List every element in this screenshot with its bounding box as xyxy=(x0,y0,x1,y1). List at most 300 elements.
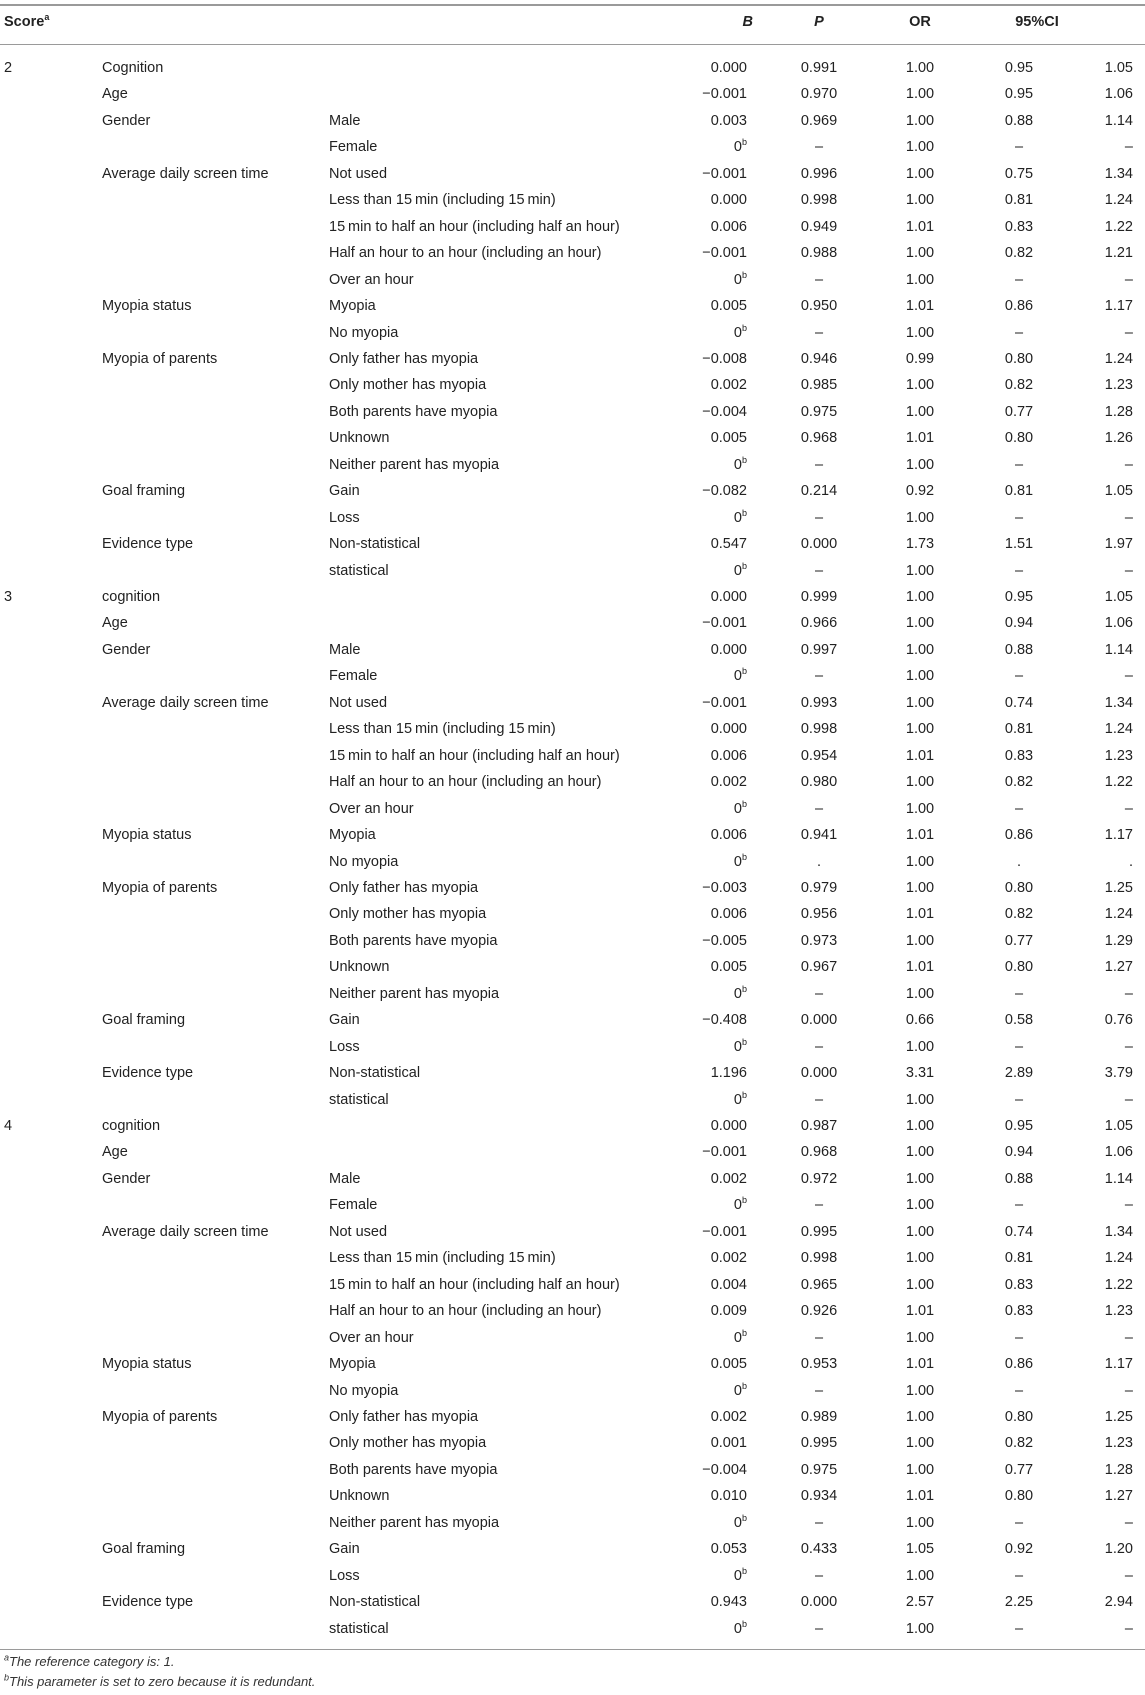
cell-category: Gain xyxy=(329,1012,360,1029)
cell-category: 15 min to half an hour (including half an hour) xyxy=(329,218,620,235)
cell-p-text: 0.991 xyxy=(800,60,838,76)
cell-ci-upper: 1.22 xyxy=(1104,774,1133,791)
cell-p-text: 0.998 xyxy=(800,1250,838,1267)
cell-or-text: 1.00 xyxy=(905,694,935,711)
cell-ci-upper: 1.05 xyxy=(1104,1118,1133,1134)
cell-category: Only mother has myopia xyxy=(329,906,487,923)
table-row xyxy=(0,1536,1145,1562)
cell-ci-lower-text: – xyxy=(1014,456,1024,473)
cell-ci-lower-text: 0.94 xyxy=(1004,615,1034,632)
cell-b: 0$^b$ xyxy=(733,1089,747,1108)
cell-category: Male xyxy=(329,641,361,658)
cell-ci-upper: 1.25 xyxy=(1104,1408,1133,1425)
cell-or-text: 1.73 xyxy=(905,536,935,553)
cell-p-text: 0.000 xyxy=(800,1065,838,1082)
cell-or-text: 1.00 xyxy=(905,641,935,658)
cell-category: Only father has myopia xyxy=(329,1408,479,1425)
cell-ci-upper: 1.24 xyxy=(1104,1250,1133,1267)
cell-b: 0.001 xyxy=(710,1435,747,1452)
table-row xyxy=(0,346,1145,372)
cell-or-text: 1.00 xyxy=(905,1567,935,1584)
cell-p-text: 0.433 xyxy=(800,1541,838,1558)
cell-p-text: 0.956 xyxy=(800,906,838,923)
cell-b: −0.001 xyxy=(702,165,747,182)
cell-category: Unknown xyxy=(329,959,390,976)
cell-ci-upper: – xyxy=(1124,800,1133,817)
cell-ci-lower-text: 1.51 xyxy=(1004,536,1034,553)
cell-ci-upper: 1.23 xyxy=(1104,377,1133,394)
cell-ci-lower-text: 0.94 xyxy=(1004,1144,1034,1161)
cell-p-text: 0.972 xyxy=(800,1170,838,1187)
cell-or-text: 1.01 xyxy=(905,298,935,315)
table-row xyxy=(0,1563,1145,1589)
footnote-b xyxy=(4,1674,315,1689)
cell-variable: Gender xyxy=(102,112,151,129)
table-row xyxy=(0,81,1145,107)
cell-ci-upper: 1.27 xyxy=(1104,1488,1133,1505)
cell-ci-lower-text: 0.95 xyxy=(1004,60,1034,76)
cell-variable: Evidence type xyxy=(102,536,194,553)
table-row xyxy=(0,584,1145,610)
cell-b: 0.006 xyxy=(710,906,747,923)
cell-b: −0.082 xyxy=(702,483,747,500)
cell-p-text: 0.999 xyxy=(800,589,838,605)
cell-or-text: 1.00 xyxy=(905,932,935,949)
cell-or-text: 1.00 xyxy=(905,456,935,473)
cell-category: Less than 15 min (including 15 min) xyxy=(329,1250,556,1267)
table-row xyxy=(0,954,1145,980)
cell-ci-lower-text: 0.81 xyxy=(1004,721,1034,738)
cell-ci-lower-text: – xyxy=(1014,1197,1024,1214)
cell-category: Half an hour to an hour (including an hour) xyxy=(329,245,602,262)
table-row xyxy=(0,1325,1145,1351)
cell-ci-upper: 1.24 xyxy=(1104,350,1133,367)
cell-variable: Cognition xyxy=(102,60,164,76)
cell-variable: cognition xyxy=(102,1118,161,1134)
table-row xyxy=(0,822,1145,848)
cell-b: 0$^b$ xyxy=(733,1327,747,1346)
cell-category: 15 min to half an hour (including half an hour) xyxy=(329,747,620,764)
cell-category: Both parents have myopia xyxy=(329,932,498,949)
cell-or-text: 1.01 xyxy=(905,218,935,235)
table-row xyxy=(0,240,1145,266)
cell-b: 0.002 xyxy=(710,774,747,791)
table-row xyxy=(0,478,1145,504)
cell-ci-lower-text: 0.80 xyxy=(1004,430,1034,447)
cell-category: Male xyxy=(329,112,361,129)
cell-category: Not used xyxy=(329,694,388,711)
table-row xyxy=(0,1166,1145,1192)
table-row xyxy=(0,399,1145,425)
cell-category: Neither parent has myopia xyxy=(329,456,500,473)
cell-b: 0.000 xyxy=(710,1118,747,1134)
cell-ci-upper: 1.14 xyxy=(1104,641,1133,658)
cell-or-text: 1.00 xyxy=(905,324,935,341)
cell-p-text: 0.950 xyxy=(800,298,838,315)
cell-ci-lower-text: 0.75 xyxy=(1004,165,1034,182)
cell-p-text: 0.934 xyxy=(800,1488,838,1505)
cell-variable: Age xyxy=(102,86,128,103)
cell-category: Male xyxy=(329,1170,361,1187)
footnote-a xyxy=(4,1654,175,1669)
cell-b: 1.196 xyxy=(710,1065,747,1082)
cell-ci-lower-text: 0.95 xyxy=(1004,1118,1034,1134)
table-row xyxy=(0,769,1145,795)
cell-b: −0.004 xyxy=(702,403,747,420)
table-row xyxy=(0,981,1145,1007)
cell-ci-upper: 1.05 xyxy=(1104,589,1133,605)
table-row xyxy=(0,1060,1145,1086)
cell-or-text: 1.00 xyxy=(905,60,935,76)
table-row xyxy=(0,1430,1145,1456)
cell-b: 0$^b$ xyxy=(733,322,747,341)
cell-or-text: 1.00 xyxy=(905,139,935,156)
cell-p-text: – xyxy=(814,562,824,579)
cell-category: statistical xyxy=(329,1620,389,1637)
cell-ci-upper: 1.97 xyxy=(1104,536,1133,553)
cell-p-text: – xyxy=(814,1197,824,1214)
cell-ci-upper: 1.22 xyxy=(1104,1276,1133,1293)
cell-ci-upper: – xyxy=(1124,1567,1133,1584)
cell-ci-upper: 1.29 xyxy=(1104,932,1133,949)
cell-b: 0$^b$ xyxy=(733,269,747,288)
table-row xyxy=(0,108,1145,134)
cell-category: Over an hour xyxy=(329,1329,414,1346)
cell-variable: Average daily screen time xyxy=(102,694,269,711)
cell-ci-lower-text: 0.83 xyxy=(1004,747,1034,764)
table-row xyxy=(0,187,1145,213)
cell-p-text: 0.995 xyxy=(800,1435,838,1452)
cell-category: Non-statistical xyxy=(329,1594,421,1611)
cell-variable: Goal framing xyxy=(102,483,186,500)
cell-b: 0$^b$ xyxy=(733,666,747,685)
cell-ci-upper: 1.17 xyxy=(1104,827,1133,844)
cell-variable: Myopia of parents xyxy=(102,879,218,896)
cell-ci-upper: – xyxy=(1124,509,1133,526)
cell-or-text: 1.00 xyxy=(905,1144,935,1161)
cell-or-text: 1.00 xyxy=(905,615,935,632)
cell-or-text: 1.00 xyxy=(905,1329,935,1346)
cell-or-text: 1.00 xyxy=(905,589,935,605)
cell-ci-upper: – xyxy=(1124,1091,1133,1108)
cell-ci-lower-text: – xyxy=(1014,324,1024,341)
footnote-a-text: The reference category is: 1. xyxy=(9,1654,175,1669)
cell-ci-lower-text: – xyxy=(1014,985,1024,1002)
cell-p-text: – xyxy=(814,139,824,156)
cell-p-text: – xyxy=(814,1514,824,1531)
cell-p-text: – xyxy=(814,1038,824,1055)
cell-p-text: 0.997 xyxy=(800,641,838,658)
cell-category: Non-statistical xyxy=(329,1065,421,1082)
cell-ci-lower-text: 0.82 xyxy=(1004,1435,1034,1452)
cell-b: 0$^b$ xyxy=(733,560,747,579)
cell-b: 0.005 xyxy=(710,298,747,315)
cell-ci-upper: 2.94 xyxy=(1104,1594,1133,1611)
cell-p-text: – xyxy=(814,456,824,473)
cell-ci-lower-text: – xyxy=(1014,1567,1024,1584)
cell-ci-lower-text: 0.80 xyxy=(1004,1408,1034,1425)
cell-ci-lower-text: 0.80 xyxy=(1004,959,1034,976)
table-row xyxy=(0,1007,1145,1033)
table-row xyxy=(0,1483,1145,1509)
cell-p-text: 0.926 xyxy=(800,1303,838,1320)
cell-or-text: 1.00 xyxy=(905,1408,935,1425)
cell-b: −0.001 xyxy=(702,245,747,262)
cell-category: No myopia xyxy=(329,324,399,341)
cell-p-text: 0.949 xyxy=(800,218,838,235)
table-row xyxy=(0,663,1145,689)
cell-ci-lower-text: 2.89 xyxy=(1004,1065,1034,1082)
cell-or-text: 1.00 xyxy=(905,1276,935,1293)
table-bottom-rule xyxy=(0,1649,1145,1650)
cell-or-text: 1.01 xyxy=(905,1488,935,1505)
cell-variable: Myopia of parents xyxy=(102,1408,218,1425)
header-score xyxy=(4,13,49,31)
cell-ci-upper: 3.79 xyxy=(1104,1065,1133,1082)
cell-b: 0$^b$ xyxy=(733,1512,747,1531)
cell-p-text: 0.985 xyxy=(800,377,838,394)
cell-or-text: 1.01 xyxy=(905,747,935,764)
cell-variable: Gender xyxy=(102,641,151,658)
cell-ci-lower-text: – xyxy=(1014,1620,1024,1637)
table-row xyxy=(0,1378,1145,1404)
cell-category: Gain xyxy=(329,1541,360,1558)
cell-ci-lower-text: – xyxy=(1014,562,1024,579)
cell-or-text: 1.00 xyxy=(905,1038,935,1055)
cell-b: −0.001 xyxy=(702,694,747,711)
cell-p-text: 0.998 xyxy=(800,192,838,209)
cell-p-text: 0.000 xyxy=(800,536,838,553)
cell-ci-upper: 1.23 xyxy=(1104,1303,1133,1320)
cell-ci-upper: 1.34 xyxy=(1104,694,1133,711)
cell-ci-lower-text: – xyxy=(1014,1091,1024,1108)
cell-ci-upper: 1.22 xyxy=(1104,218,1133,235)
header-or-text: OR xyxy=(909,14,931,30)
cell-b: −0.001 xyxy=(702,1223,747,1240)
cell-ci-upper: – xyxy=(1124,1514,1133,1531)
cell-ci-upper: 1.06 xyxy=(1104,86,1133,103)
cell-b: 0$^b$ xyxy=(733,1618,747,1637)
cell-ci-upper: 1.26 xyxy=(1104,430,1133,447)
table-row xyxy=(0,716,1145,742)
cell-variable: Goal framing xyxy=(102,1012,186,1029)
cell-category: Over an hour xyxy=(329,800,414,817)
table-top-rule xyxy=(0,4,1145,6)
header-bottom-rule xyxy=(0,44,1145,45)
cell-ci-lower-text: – xyxy=(1014,800,1024,817)
cell-category: No myopia xyxy=(329,853,399,870)
cell-ci-upper: 1.34 xyxy=(1104,1223,1133,1240)
cell-ci-lower-text: – xyxy=(1014,139,1024,156)
cell-category: Non-statistical xyxy=(329,536,421,553)
cell-b: 0$^b$ xyxy=(733,1380,747,1399)
cell-p-text: – xyxy=(814,985,824,1002)
footnote-b-text: This parameter is set to zero because it is redundant. xyxy=(9,1674,316,1689)
cell-ci-lower-text: 0.83 xyxy=(1004,1303,1034,1320)
cell-b: 0$^b$ xyxy=(733,798,747,817)
cell-ci-lower-text: 0.82 xyxy=(1004,245,1034,262)
cell-ci-lower-text: 0.83 xyxy=(1004,218,1034,235)
cell-ci-upper: 1.21 xyxy=(1104,245,1133,262)
cell-ci-lower-text: 0.81 xyxy=(1004,192,1034,209)
cell-category: Neither parent has myopia xyxy=(329,985,500,1002)
cell-b: 0.002 xyxy=(710,1408,747,1425)
cell-category: Myopia xyxy=(329,298,376,315)
table-row xyxy=(0,531,1145,557)
cell-or-text: 1.00 xyxy=(905,165,935,182)
table-row xyxy=(0,1034,1145,1060)
cell-ci-lower-text: 0.81 xyxy=(1004,483,1034,500)
cell-ci-upper: 1.25 xyxy=(1104,879,1133,896)
cell-ci-upper: 1.24 xyxy=(1104,906,1133,923)
table-header-row xyxy=(0,9,1145,35)
table-row xyxy=(0,1087,1145,1113)
cell-ci-lower-text: – xyxy=(1014,1382,1024,1399)
cell-ci-upper: – xyxy=(1124,985,1133,1002)
cell-or-text: 1.00 xyxy=(905,112,935,129)
header-b: B xyxy=(742,14,753,30)
cell-ci-lower-text: . xyxy=(1016,853,1022,870)
table-row xyxy=(0,1404,1145,1430)
cell-category: Half an hour to an hour (including an hour) xyxy=(329,1303,602,1320)
cell-ci-lower-text: – xyxy=(1014,668,1024,685)
cell-variable: Average daily screen time xyxy=(102,165,269,182)
cell-b: 0$^b$ xyxy=(733,454,747,473)
cell-p-text: 0.987 xyxy=(800,1118,838,1134)
cell-p-text: 0.946 xyxy=(800,350,838,367)
cell-p-text: – xyxy=(814,1567,824,1584)
cell-b: 0$^b$ xyxy=(733,507,747,526)
table-row xyxy=(0,372,1145,398)
cell-p-text: – xyxy=(814,509,824,526)
cell-or-text: 1.00 xyxy=(905,1382,935,1399)
cell-ci-upper: 1.06 xyxy=(1104,615,1133,632)
cell-or-text: 1.00 xyxy=(905,377,935,394)
cell-ci-lower-text: 0.74 xyxy=(1004,694,1034,711)
cell-category: Not used xyxy=(329,1223,388,1240)
cell-b: −0.001 xyxy=(702,1144,747,1161)
cell-p-text: 0.941 xyxy=(800,827,838,844)
cell-ci-lower-text: – xyxy=(1014,1514,1024,1531)
cell-or-text: 1.01 xyxy=(905,906,935,923)
cell-variable: Evidence type xyxy=(102,1594,194,1611)
cell-category: Less than 15 min (including 15 min) xyxy=(329,192,556,209)
cell-b: 0.005 xyxy=(710,430,747,447)
cell-variable: cognition xyxy=(102,589,161,605)
cell-category: Only mother has myopia xyxy=(329,377,487,394)
table-row xyxy=(0,1298,1145,1324)
cell-or-text: 1.00 xyxy=(905,1170,935,1187)
cell-p-text: – xyxy=(814,271,824,288)
footnote-a-mark: a xyxy=(4,1652,10,1663)
table-row xyxy=(0,796,1145,822)
cell-ci-lower-text: 0.86 xyxy=(1004,827,1034,844)
cell-b: 0$^b$ xyxy=(733,1565,747,1584)
cell-category: Only mother has myopia xyxy=(329,1435,487,1452)
cell-ci-upper: – xyxy=(1124,324,1133,341)
cell-ci-lower-text: 0.82 xyxy=(1004,774,1034,791)
cell-ci-upper: 1.20 xyxy=(1104,1541,1133,1558)
cell-ci-lower-text: 0.77 xyxy=(1004,1461,1034,1478)
cell-b: 0.005 xyxy=(710,1356,747,1373)
cell-b: −0.004 xyxy=(702,1461,747,1478)
cell-or-text: 1.01 xyxy=(905,430,935,447)
cell-or-text: 1.00 xyxy=(905,562,935,579)
cell-category: Half an hour to an hour (including an hour) xyxy=(329,774,602,791)
cell-b: 0.002 xyxy=(710,1250,747,1267)
cell-ci-lower-text: 0.95 xyxy=(1004,86,1034,103)
cell-ci-upper: – xyxy=(1124,271,1133,288)
cell-p-text: 0.954 xyxy=(800,747,838,764)
table-row xyxy=(0,1351,1145,1377)
cell-ci-lower-text: 0.80 xyxy=(1004,879,1034,896)
cell-or-text: 1.00 xyxy=(905,1461,935,1478)
cell-b: −0.005 xyxy=(702,932,747,949)
cell-or-text: 1.01 xyxy=(905,959,935,976)
cell-ci-lower-text: 0.92 xyxy=(1004,1541,1034,1558)
cell-category: Neither parent has myopia xyxy=(329,1514,500,1531)
cell-b: 0.005 xyxy=(710,959,747,976)
cell-ci-upper: 1.05 xyxy=(1104,60,1133,76)
table-row xyxy=(0,214,1145,240)
cell-p-text: 0.996 xyxy=(800,165,838,182)
cell-ci-lower-text: 0.74 xyxy=(1004,1223,1034,1240)
cell-ci-lower-text: 0.88 xyxy=(1004,1170,1034,1187)
cell-b: 0$^b$ xyxy=(733,1195,747,1214)
cell-b: 0.053 xyxy=(710,1541,747,1558)
table-row xyxy=(0,558,1145,584)
cell-or-text: 1.00 xyxy=(905,1197,935,1214)
cell-p-text: 0.998 xyxy=(800,721,838,738)
cell-category: Only father has myopia xyxy=(329,350,479,367)
table-row xyxy=(0,901,1145,927)
cell-or-text: 1.01 xyxy=(905,1356,935,1373)
cell-b: 0.003 xyxy=(710,112,747,129)
cell-p-text: 0.973 xyxy=(800,932,838,949)
table-row xyxy=(0,1510,1145,1536)
table-row xyxy=(0,637,1145,663)
cell-or-text: 1.00 xyxy=(905,86,935,103)
cell-or-text: 1.01 xyxy=(905,1303,935,1320)
cell-b: 0.004 xyxy=(710,1276,747,1293)
table-row xyxy=(0,690,1145,716)
cell-b: 0.943 xyxy=(710,1594,747,1611)
cell-b: 0.009 xyxy=(710,1303,747,1320)
cell-category: Not used xyxy=(329,165,388,182)
cell-variable: Age xyxy=(102,615,128,632)
cell-b: 0.006 xyxy=(710,747,747,764)
cell-b: 0.002 xyxy=(710,377,747,394)
cell-ci-upper: – xyxy=(1124,456,1133,473)
table-row xyxy=(0,425,1145,451)
cell-ci-upper: – xyxy=(1124,1197,1133,1214)
cell-or-text: 1.00 xyxy=(905,1514,935,1531)
cell-category: 15 min to half an hour (including half an hour) xyxy=(329,1276,620,1293)
cell-b: 0.000 xyxy=(710,589,747,605)
cell-category: statistical xyxy=(329,1091,389,1108)
cell-category: Loss xyxy=(329,1038,360,1055)
cell-ci-upper: 1.28 xyxy=(1104,403,1133,420)
cell-p-text: – xyxy=(814,324,824,341)
table-row xyxy=(0,928,1145,954)
cell-p-text: – xyxy=(814,1329,824,1346)
cell-ci-upper: – xyxy=(1124,1382,1133,1399)
cell-p-text: – xyxy=(814,1382,824,1399)
cell-ci-lower-text: 0.82 xyxy=(1004,906,1034,923)
cell-or-text: 1.00 xyxy=(905,1118,935,1134)
cell-b: −0.003 xyxy=(702,879,747,896)
cell-or-text: 1.00 xyxy=(905,985,935,1002)
